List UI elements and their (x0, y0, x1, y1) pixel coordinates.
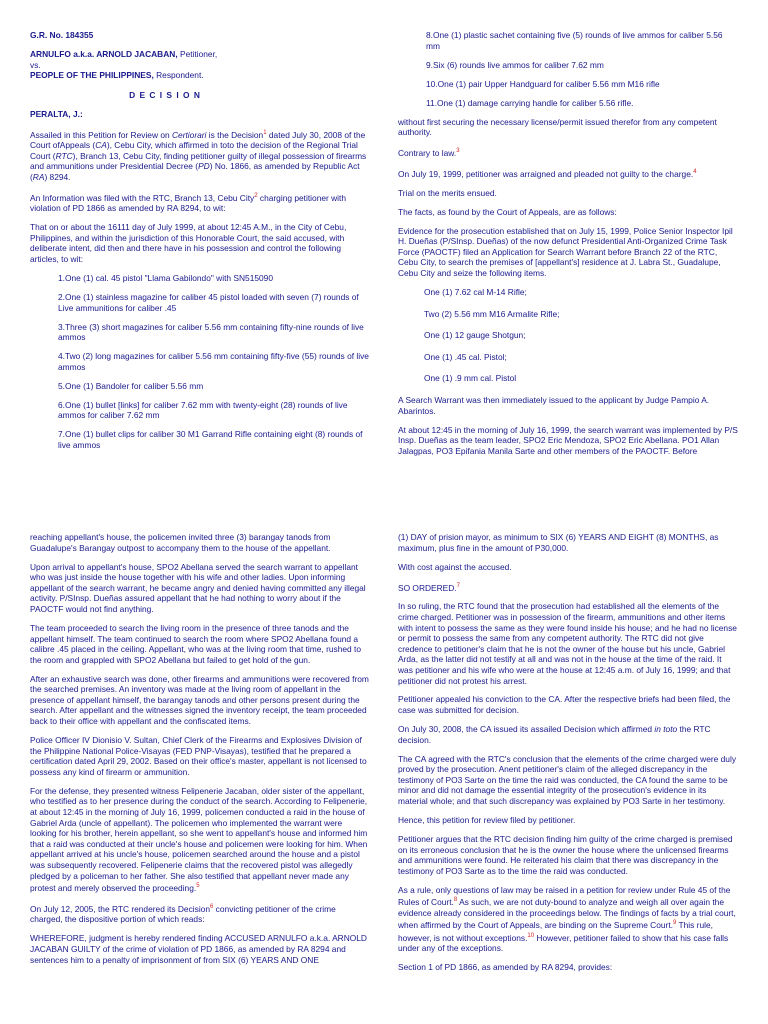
list-item: 2.One (1) stainless magazine for caliber 45 pistol loaded with seven (7) rounds of Live ammunitions for caliber .45 (58, 292, 359, 313)
paragraph: As a rule, only questions of law may be raised in a petition for review under Rule 45 of the Rules of Court.$^8$ As such, we are not duty-bound to analyze and weigh all over again the evidence already considered in the proceedings below. The findings of facts by a trial court, when affirmed by the Court of Appeals, are binding on the Supreme Court.$^9$ This rule, however, is not without exceptions.$^{10}$ However, petitioner failed to show that his case falls under any of the exceptions. (398, 884, 736, 954)
petitioner-role: Petitioner, (177, 48, 218, 59)
footnote-ref[interactable]: 7 (456, 582, 460, 589)
paragraph: A Search Warrant was then immediately issued to the applicant by Judge Pampio A. Abarintos. (398, 394, 710, 416)
column-top-left (30, 30, 370, 459)
paragraph: Petitioner argues that the RTC decision finding him guilty of the crime charged is premised on its erroneous conclusion that he is the owner the house where the unlicensed firearms and ammunitions were found. He reiterated his claim that there was discrepancy in the testimony of PO3 Sarte as to the time the raid was conducted. (398, 833, 733, 876)
footnote-ref[interactable]: 10 (527, 932, 535, 939)
list-item: 3.Three (3) short magazines for caliber 5.56 mm containing fifty-nine rounds of live ammos (58, 321, 364, 343)
list-item: 9.Six (6) rounds live ammos for caliber 7.62 mm (426, 59, 604, 70)
footnote-ref[interactable]: 4 (693, 168, 697, 175)
case-number: G.R. No. 184355 (30, 30, 94, 40)
respondent-name: PEOPLE OF THE PHILIPPINES, (30, 70, 154, 81)
paragraph: The team proceeded to search the living room in the presence of three tanods and the appellant himself. The team continued to search the room where SPO2 Abellana found a calibre .45 placed in the ceiling. Appellant, who was at the living room that time, rushed to the room and grappled with SPO2 Abellana but failed to get hold of the gun. (30, 622, 361, 665)
footnote-ref[interactable]: 6 (210, 903, 214, 910)
paragraph: The facts, as found by the Court of Appeals, are as follows: (398, 206, 617, 217)
footnote-ref[interactable]: 1 (263, 129, 267, 136)
paragraph: Assailed in this Petition for Review on Certiorari is the Decision$^1$ dated July 30, 2008 of the Court ofAppeals (CA), Cebu City, which affirmed in toto the decision of the Regional Trial Court (RTC), Branch 13, Cebu City, finding petitioner guilty of illegal possession of firearms and ammunitions under Presidential Decree (PD) No. 1866, as amended by Republic Act (RA) 8294. (30, 129, 367, 182)
paragraph: On July 30, 2008, the CA issued its assailed Decision which affirmed in toto the RTC decision. (398, 724, 711, 745)
footnote-ref[interactable]: 9 (673, 920, 677, 927)
paragraph: Evidence for the prosecution established that on July 15, 1999, Police Senior Inspector Ipil H. Dueñas (P/SInsp. Dueñas) of the now defunct Presidential Anti-Organized Crime Task Force (PAOCTF) filed an Application for Search Warrant before Branch 22 of the RTC, Cebu City, to search the premises of [appellant's] residence at J. Labra St., Guadalupe, Cebu City and seize the following items. (398, 225, 733, 279)
list-item: 11.One (1) damage carrying handle for caliber 5.56 rifle. (426, 97, 634, 108)
list-item: One (1) .9 mm cal. Pistol (424, 373, 517, 384)
paragraph: After an exhaustive search was done, other firearms and ammunitions were recovered from the searched premises. An inventory was made at the living room of appellant in the presence of appellant himself, the barangay tanods and other persons present during the search. After appellant and the witnesses signed the inventory receipt, the team proceeded back to their office with appellant and the confiscated items. (30, 673, 369, 727)
list-item: 10.One (1) pair Upper Handguard for caliber 5.56 mm M16 rifle (426, 78, 660, 89)
list-item: One (1) 7.62 cal M-14 Rifle; (424, 287, 527, 297)
list-item: 1.One (1) cal. 45 pistol "Llama Gabilondo" with SN515090 (58, 273, 273, 284)
versus-label: vs. (30, 59, 41, 70)
paragraph: On July 19, 1999, petitioner was arraigned and pleaded not guilty to the charge.$^4$ (398, 168, 697, 179)
petitioner-name: ARNULFO a.k.a. ARNOLD JACABAN, (30, 48, 178, 59)
paragraph: That on or about the 16111 day of July 1999, at about 12:45 A.M., in the City of Cebu, Philippines, and within the jurisdiction of this Honorable Court, the said accused, with deliberate intent, did then and there have in his possession and control the following articles, to wit: (30, 222, 347, 265)
paragraph: Upon arrival to appellant's house, SPO2 Abellana served the search warrant to appellant who was just inside the house together with his wife and other ladies. Upon informing appellant of the search warrant, he became angry and denied having committed any illegal activity. P/SInsp. Dueñas assured appellant that he had nothing to worry about if the PAOCTF would not find anything. (30, 561, 366, 614)
list-item: 4.Two (2) long magazines for caliber 5.56 mm containing fifty-five (55) rounds of live ammos (58, 351, 369, 372)
paragraph: Trial on the merits ensued. (398, 187, 497, 198)
list-item: Two (2) 5.56 mm M16 Armalite Rifle; (424, 308, 560, 319)
decision-title: D E C I S I O N (129, 89, 201, 100)
list-item: One (1) 12 gauge Shotgun; (424, 330, 526, 341)
paragraph: With cost against the accused. (398, 561, 512, 572)
paragraph: In so ruling, the RTC found that the prosecution had established all the elements of the crime charged. Petitioner was in possession of the firearm, ammunitions and other items with intent to possess the same as they were found inside his house; and he had no license or permit to possess the same from any competent authority. The RTC did not give credence to petitioner's claim that he is not the owner of the house but his uncle, Gabriel Arda, as the latter did not testify at all and was not in the house at the time of the raid. It was petitioner and his wife who were at the house at 12:45 a.m. of July 16, 1999; and that petitioner did not protest his arrest. (398, 601, 737, 686)
paragraph: At about 12:45 in the morning of July 16, 1999, the search warrant was implemented by P/S Insp. Dueñas as the team leader, SPO2 Eric Mendoza, SPO2 Eric Abellana. PO1 Allan Jalagpas, PO3 Epifania Manila Sarte and other members of the PAOCTF. Before (398, 424, 738, 456)
paragraph: Hence, this petition for review filed by petitioner. (398, 815, 576, 825)
paragraph: SO ORDERED.$^7$ (398, 582, 460, 593)
paragraph: For the defense, they presented witness Felipenerie Jacaban, older sister of the appellant, who testified as to her presence during the conduct of the search. According to Felipenerie, at about 12:45 in the morning of July 16, 1999, policemen conducted a raid in the house of Gabriel Arda (uncle of appellant). The policemen who implemented the warrant were looking for his brother, herein appellant, so she went to appellant's house and informed him that a raid was conducted at their uncle's house and policemen were looking for him. When appellant arrived at his uncle's house, policemen searched around the house and a pistol was subsequently recovered. Felipenerie claims that the recovered pistol was allegedly pledged by a policeman to her father. She also testified that appellant never made any protest and merely observed the proceeding.$^5$ (30, 785, 368, 893)
paragraph: Contrary to law.$^3$ (398, 147, 460, 158)
footnote-ref[interactable]: 5 (196, 883, 200, 890)
list-item: 8.One (1) plastic sachet containing five (5) rounds of live ammos for caliber 5.56 mm (426, 30, 723, 51)
paragraph: reaching appellant's house, the policemen invited three (3) barangay tanods from Guadalupe's Barangay outpost to accompany them to the house of the appellant. (30, 532, 331, 553)
respondent-role: Respondent. (153, 70, 204, 81)
paragraph: An Information was filed with the RTC, Branch 13, Cebu City$^2$ charging petitioner with violation of PD 1866 as amended by RA 8294, to wit: (30, 192, 347, 214)
list-item: 5.One (1) Bandoler for caliber 5.56 mm (58, 380, 204, 391)
list-item: 7.One (1) bullet clips for caliber 30 M1 Garrand Rifle containing eight (8) rounds of live ammos (58, 429, 363, 450)
column-bottom-left (30, 532, 370, 974)
paragraph: (1) DAY of prision mayor, as minimum to SIX (6) YEARS AND EIGHT (8) MONTHS, as maximum, plus fine in the amount of P30,000. (398, 532, 719, 553)
paragraph: On July 12, 2005, the RTC rendered its Decision$^6$ convicting petitioner of the crime charged, the dispositive portion of which reads: (30, 903, 336, 925)
footnote-ref[interactable]: 8 (453, 897, 458, 904)
paragraph: The CA agreed with the RTC's conclusion that the elements of the crime charged were duly proved by the prosecution. Anent petitioner's claim of the alleged discrepancy in the testimony of PO3 Sarte on the time the raid was conducted, the CA found the same to be minor and did not damage the essential integrity of the prosecution's evidence in its material whole; and that such discrepancy was explained by PO3 Sarte in her testimony. (398, 753, 737, 807)
column-top-right (398, 30, 738, 465)
column-bottom-right (398, 532, 738, 981)
case-parties (30, 49, 370, 81)
paragraph: WHEREFORE, judgment is hereby rendered finding ACCUSED ARNULFO a.k.a. ARNOLD JACABAN GUILTY of the crime of violation of PD 1866, as amended by RA 8294 and sentences him to a penalty of imprisonment of from SIX (6) YEARS AND ONE (30, 933, 367, 965)
judge-name: PERALTA, J.: (30, 108, 83, 119)
footnote-ref[interactable]: 3 (456, 148, 460, 155)
paragraph: Section 1 of PD 1866, as amended by RA 8294, provides: (398, 962, 613, 973)
list-item: 6.One (1) bullet [links] for caliber 7.62 mm with twenty-eight (28) rounds of live ammos for caliber 7.62 mm (58, 399, 348, 421)
paragraph: Petitioner appealed his conviction to the CA. After the respective briefs had been filed, the case was submitted for decision. (398, 694, 731, 716)
footnote-ref[interactable]: 2 (254, 192, 258, 199)
list-item: One (1) .45 cal. Pistol; (424, 351, 507, 362)
paragraph: Police Officer IV Dionisio V. Sultan, Chief Clerk of the Firearms and Explosives Division of the Philippine National Police-Visayas (FED PNP-Visayas), testified that he prepared a certification dated April 29, 2002. Based on their office's master, appellant is not licensed to possess any kind of firearm or ammunition. (30, 735, 367, 777)
paragraph: without first securing the necessary license/permit issued therefor from any competent authority. (398, 116, 717, 138)
